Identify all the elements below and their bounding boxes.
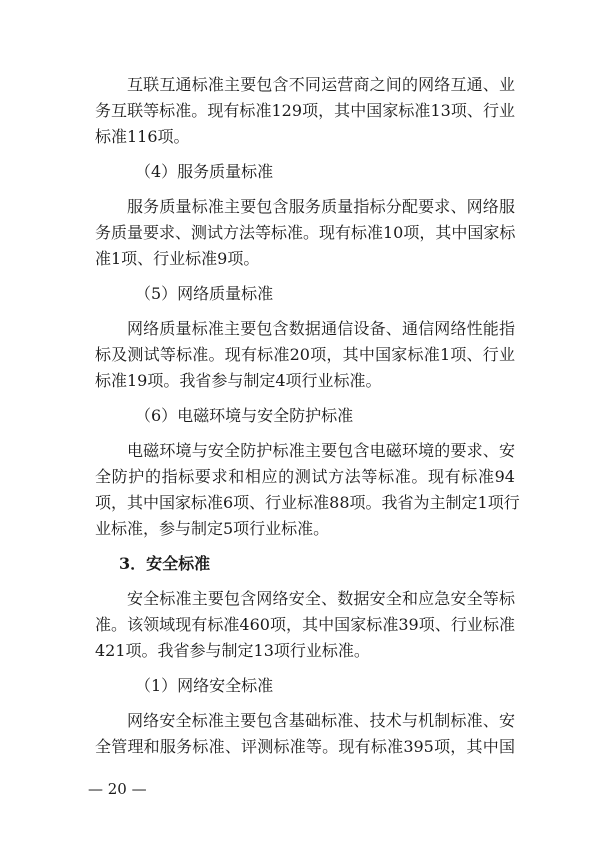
paragraph-security-standards [95, 586, 515, 664]
heading-service-quality: （4）服务质量标准 [135, 162, 274, 181]
text-line: 标准116项。 [95, 127, 190, 146]
text-line: 准。该领域现有标准460项，其中国家标准39项、行业标准 [95, 615, 515, 634]
text-line: 服务质量标准主要包含服务质量指标分配要求、网络服 [127, 197, 515, 216]
page-number: — 20 — [88, 780, 147, 798]
paragraph-network-quality [95, 316, 515, 394]
text-line: 标及测试等标准。现有标准20项，其中国家标准1项、行业 [95, 345, 515, 364]
text-line: 项，其中国家标准6项、行业标准88项。我省为主制定1项行 [95, 493, 520, 512]
paragraph-network-security [95, 708, 515, 760]
text-line: 网络安全标准主要包含基础标准、技术与机制标准、安 [127, 711, 515, 730]
text-line: 安全标准主要包含网络安全、数据安全和应急安全等标 [127, 589, 515, 608]
paragraph-interconnect-standards [95, 72, 515, 150]
heading-security-standards: 3．安全标准 [119, 554, 211, 573]
text-line: 业标准，参与制定5项行业标准。 [95, 519, 330, 538]
text-line: 网络质量标准主要包含数据通信设备、通信网络性能指 [127, 319, 515, 338]
document-body [95, 72, 520, 769]
paragraph-emc-safety [95, 438, 520, 542]
heading-network-security: （1）网络安全标准 [135, 676, 274, 695]
text-line: 准1项、行业标准9项。 [95, 249, 260, 268]
text-line: 互联互通标准主要包含不同运营商之间的网络互通、业 [127, 75, 515, 94]
text-line: 务互联等标准。现有标准129项，其中国家标准13项、行业 [95, 101, 515, 120]
text-line: 务质量要求、测试方法等标准。现有标准10项，其中国家标 [95, 223, 516, 242]
heading-network-quality: （5）网络质量标准 [135, 284, 274, 303]
heading-emc-safety: （6）电磁环境与安全防护标准 [135, 406, 354, 425]
text-line: 全防护的指标要求和相应的测试方法等标准。现有标准94 [95, 467, 515, 486]
text-line: 全管理和服务标准、评测标准等。现有标准395项，其中国 [95, 737, 515, 756]
paragraph-service-quality [95, 194, 515, 272]
text-line: 标准19项。我省参与制定4项行业标准。 [95, 371, 382, 390]
text-line: 421项。我省参与制定13项行业标准。 [95, 641, 370, 660]
text-line: 电磁环境与安全防护标准主要包含电磁环境的要求、安 [127, 441, 515, 460]
